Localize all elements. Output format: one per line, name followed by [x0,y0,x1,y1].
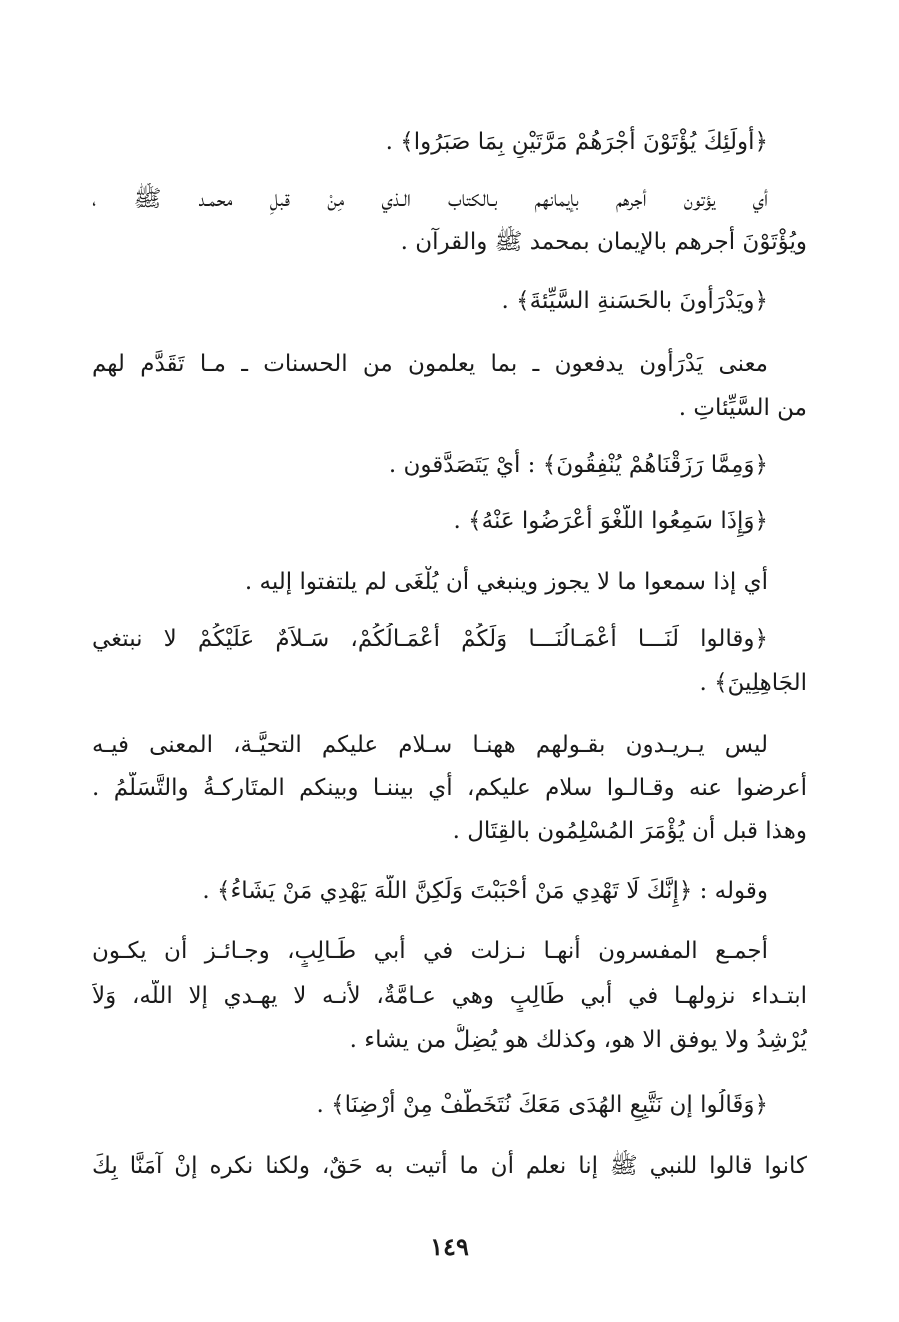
text-line: من السَّيِّئاتِ . [678,395,807,421]
text-line: أي إذا سمعوا ما لا يجوز وينبغي أن يُلْغَى لم يلتفتوا إليه . [244,569,768,595]
text-line: معنى يَدْرَأُون يدفعون ـ بما يعلمون من الحسنات ـ مـا تَقَدَّم لهم [92,351,768,377]
quran-verse-line: ﴿ويَدْرَأُونَ بالحَسَنةِ السَّيِّئةَ﴾ . [501,288,768,314]
quran-verse-line: ﴿وقالوا لَنَـــا أَعْمَـالُنَـــا وَلَكُمْ أَعْمَـالُكُمْ، سَـلاَمٌ عَلَيْكُمْ لا نبتغي [92,626,768,652]
text-line: ابتـداء نزولهـا في أبي طَالِبٍ وهي عـامَّةٌ، لأنـه لا يهـدي إلا اللَّه، وَلاَ [92,983,807,1009]
text-line: الجَاهِلِينَ﴾ . [699,670,807,696]
text-line: أي يؤتون أجرهم بإيمانهم بـالكتاب الـذي مِنْ قبلِ محمـد ﷺ ، [92,186,768,212]
text-line: أجمـع المفسرون أنهـا نـزلت في أَبي طَـالِبٍ، وجـائـز أن يكـون [92,938,768,964]
quran-verse-line: ﴿وَمِمَّا رَزَقْنَاهُمْ يُنْفِقُونَ﴾ : أيْ يَتَصَدَّقون . [388,452,768,478]
quran-verse-line: ﴿وَإِذَا سَمِعُوا اللَّغْوَ أَعْرَضُوا عَنْهُ﴾ . [453,508,768,534]
text-line: يُرْشِدُ ولا يوفق الا هو، وكذلك هو يُضِلُّ من يشاء . [349,1027,807,1053]
text-line: كانوا قالوا للنبي ﷺ إنا نعلم أن ما أتيت به حَقٌ، ولكنا نكره إنْ آمَنَّا بِكَ [92,1153,807,1179]
quran-verse-line: ﴿أُولَئِكَ يُؤْتَوْنَ أَجْرَهُمْ مَرَّتَيْنِ بِمَا صَبَرُوا﴾ . [385,129,768,155]
text-line: أعرضوا عنه وقـالـوا سلام عليكم، أي بيننـا وبينكم المتَاركـةُ والتَّسَلُّمُ . [92,775,807,801]
text-line: ليس يـريـدون بقـولهم ههنـا سـلام عليكم التحيَّـة، المعنى فيـه [92,732,768,758]
text-line: ويُؤْتَوْنَ أجرهم بالإيمان بمحمد ﷺ والقرآن . [400,229,807,255]
quran-verse-line: ﴿وَقَالُوا إن نَتَّبِعِ الهُدَى مَعَكَ نُتَخَطَّفْ مِنْ أَرْضِنَا﴾ . [316,1092,768,1118]
page-number: ١٤٩ [430,1232,469,1261]
text-line: وهذا قبل أن يُؤْمَرَ المُسْلِمُون بالقِتَال . [452,818,807,844]
text-line: وقوله : ﴿إِنَّكَ لَا تَهْدِي مَنْ أَحْبَبْتَ وَلَكِنَّ اللَّهَ يَهْدِي مَنْ يَشَاءُ﴾ . [202,878,768,904]
